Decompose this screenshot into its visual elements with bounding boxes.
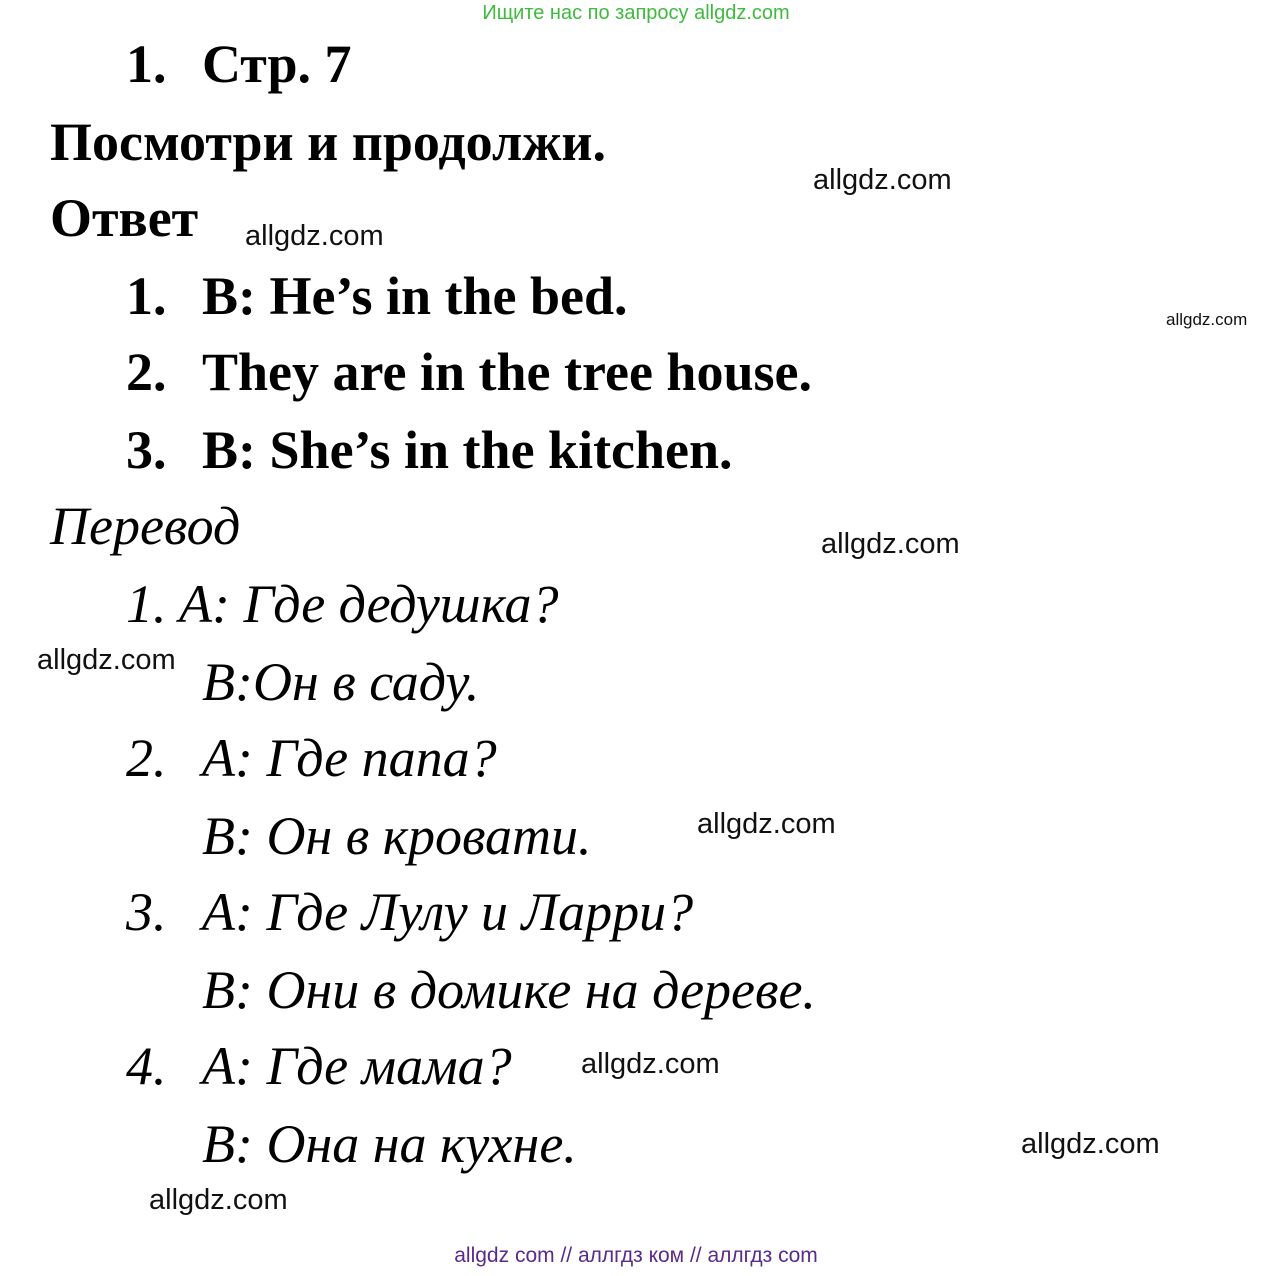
watermark: allgdz.com bbox=[1166, 310, 1248, 329]
translation-line-a bbox=[126, 728, 497, 788]
watermark: allgdz.com bbox=[149, 1184, 288, 1216]
watermark: allgdz.com bbox=[821, 528, 960, 560]
answer-item bbox=[126, 266, 628, 326]
translation-number: 1. bbox=[126, 574, 180, 634]
page-heading bbox=[126, 34, 352, 94]
translation-question: A: Где папа? bbox=[202, 728, 497, 788]
translation-line-a bbox=[126, 1036, 512, 1096]
translation-question: A: Где дедушка? bbox=[179, 574, 559, 634]
watermark: allgdz.com bbox=[581, 1048, 720, 1080]
heading-number: 1. bbox=[126, 34, 167, 94]
heading-text: Стр. 7 bbox=[202, 34, 352, 94]
answer-text: B: He’s in the bed. bbox=[202, 266, 628, 326]
answer-number: 3. bbox=[126, 420, 167, 480]
watermark: allgdz.com bbox=[813, 164, 952, 196]
top-banner-link[interactable]: Ищите нас по запросу allgdz.com bbox=[482, 2, 790, 24]
answer-label: Ответ bbox=[50, 188, 199, 248]
translation-answer: B:Он в саду. bbox=[202, 652, 480, 712]
translation-number: 4. bbox=[126, 1036, 167, 1096]
answer-number: 1. bbox=[126, 266, 167, 326]
answer-text: They are in the tree house. bbox=[202, 342, 812, 402]
translation-question: A: Где Лулу и Ларри? bbox=[202, 882, 694, 942]
translation-number: 2. bbox=[126, 728, 167, 788]
answer-item bbox=[126, 342, 812, 402]
watermark: allgdz.com bbox=[697, 808, 836, 840]
footer-links[interactable]: allgdz com // аллгдз ком // аллгдз com bbox=[454, 1244, 818, 1267]
translation-answer: B: Он в кровати. bbox=[202, 806, 592, 866]
translation-answer: B: Они в домике на дереве. bbox=[202, 960, 816, 1020]
task-title: Посмотри и продолжи. bbox=[50, 112, 607, 172]
watermark: allgdz.com bbox=[245, 220, 384, 252]
translation-question: A: Где мама? bbox=[202, 1036, 512, 1096]
answer-text: B: She’s in the kitchen. bbox=[202, 420, 733, 480]
answer-item bbox=[126, 420, 733, 480]
translation-answer: B: Она на кухне. bbox=[202, 1114, 577, 1174]
translation-number: 3. bbox=[126, 882, 167, 942]
watermark: allgdz.com bbox=[37, 644, 176, 676]
translation-label: Перевод bbox=[50, 496, 241, 556]
answer-number: 2. bbox=[126, 342, 167, 402]
translation-line-a bbox=[126, 574, 559, 634]
translation-line-a bbox=[126, 882, 693, 942]
watermark: allgdz.com bbox=[1021, 1128, 1160, 1160]
